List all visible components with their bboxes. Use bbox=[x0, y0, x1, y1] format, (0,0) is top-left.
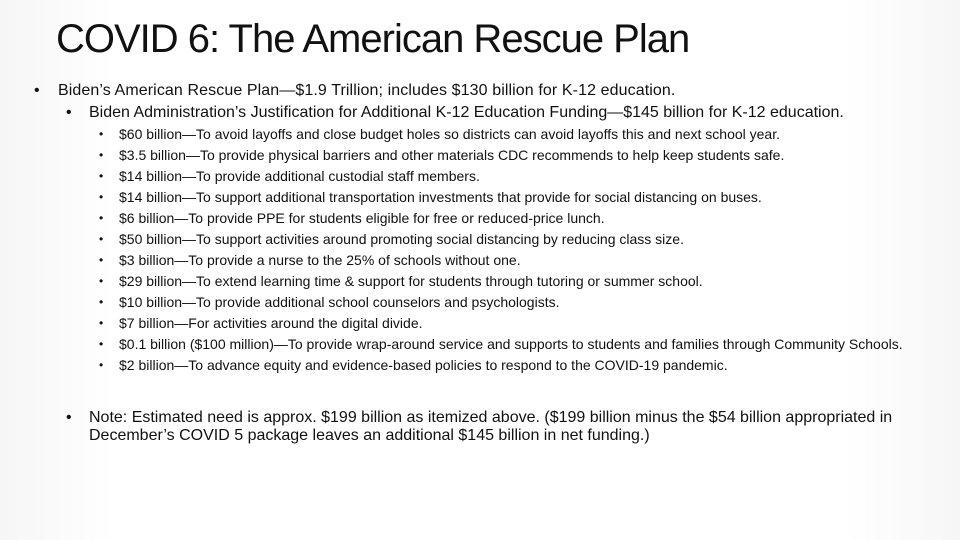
bullet-dot: • bbox=[99, 274, 104, 288]
funding-item bbox=[99, 252, 919, 268]
bullet-dot: • bbox=[99, 169, 104, 183]
level2-bullet-note bbox=[66, 409, 896, 445]
bullet-dot: • bbox=[99, 358, 104, 372]
bullet-dot: • bbox=[99, 337, 104, 351]
funding-item bbox=[99, 189, 919, 205]
funding-item bbox=[99, 336, 919, 352]
funding-item bbox=[99, 168, 919, 184]
level2-justification-text: Biden Administration’s Justification for Additional K-12 Education Funding—$145 billion for K-12 education. bbox=[89, 104, 844, 121]
bullet-dot: • bbox=[99, 316, 104, 330]
funding-item-text: $6 billion—To provide PPE for students eligible for free or reduced-price lunch. bbox=[119, 210, 605, 226]
funding-item-text: $3 billion—To provide a nurse to the 25% of schools without one. bbox=[119, 252, 521, 268]
bullet-dot: • bbox=[99, 190, 104, 204]
funding-item-text: $10 billion—To provide additional school counselors and psychologists. bbox=[119, 294, 560, 310]
bullet-dot: • bbox=[66, 409, 72, 426]
funding-item bbox=[99, 315, 919, 331]
funding-item bbox=[99, 126, 919, 142]
level2-bullet-justification bbox=[66, 104, 866, 122]
bullet-dot: • bbox=[99, 232, 104, 246]
funding-item bbox=[99, 147, 919, 163]
funding-item-text: $2 billion—To advance equity and evidence-based policies to respond to the COVID-19 pandemic. bbox=[119, 357, 728, 373]
funding-item bbox=[99, 273, 919, 289]
funding-item-text: $29 billion—To extend learning time & support for students through tutoring or summer school. bbox=[119, 273, 703, 289]
funding-item-text: $0.1 billion ($100 million)—To provide wrap-around service and supports to students and families through Community Schools. bbox=[119, 336, 903, 352]
level2-note-text: Note: Estimated need is approx. $199 billion as itemized above. ($199 billion minus the $54 billion appropriated in December’s COVID 5 package leaves an additional $145 billion in net funding.) bbox=[89, 409, 893, 444]
bullet-dot: • bbox=[99, 253, 104, 267]
funding-item-text: $3.5 billion—To provide physical barriers and other materials CDC recommends to help keep students safe. bbox=[119, 147, 785, 163]
bullet-dot: • bbox=[99, 211, 104, 225]
funding-item bbox=[99, 357, 919, 373]
funding-items-list bbox=[99, 126, 919, 378]
funding-item bbox=[99, 210, 919, 226]
slide-title: COVID 6: The American Rescue Plan bbox=[56, 17, 690, 61]
level1-text: Biden’s American Rescue Plan—$1.9 Trillion; includes $130 billion for K-12 education. bbox=[58, 82, 676, 99]
bullet-dot: • bbox=[99, 148, 104, 162]
funding-item-text: $7 billion—For activities around the digital divide. bbox=[119, 315, 423, 331]
bullet-dot: • bbox=[66, 104, 72, 121]
bullet-dot: • bbox=[99, 295, 104, 309]
funding-item-text: $14 billion—To support additional transportation investments that provide for social distancing on buses. bbox=[119, 189, 762, 205]
funding-item-text: $50 billion—To support activities around promoting social distancing by reducing class size. bbox=[119, 231, 684, 247]
funding-item-text: $14 billion—To provide additional custodial staff members. bbox=[119, 168, 480, 184]
funding-item bbox=[99, 294, 919, 310]
funding-item-text: $60 billion—To avoid layoffs and close budget holes so districts can avoid layoffs this and next school year. bbox=[119, 126, 780, 142]
bullet-dot: • bbox=[99, 127, 104, 141]
bullet-dot: • bbox=[34, 82, 40, 99]
funding-item bbox=[99, 231, 919, 247]
level1-bullet bbox=[34, 81, 675, 100]
